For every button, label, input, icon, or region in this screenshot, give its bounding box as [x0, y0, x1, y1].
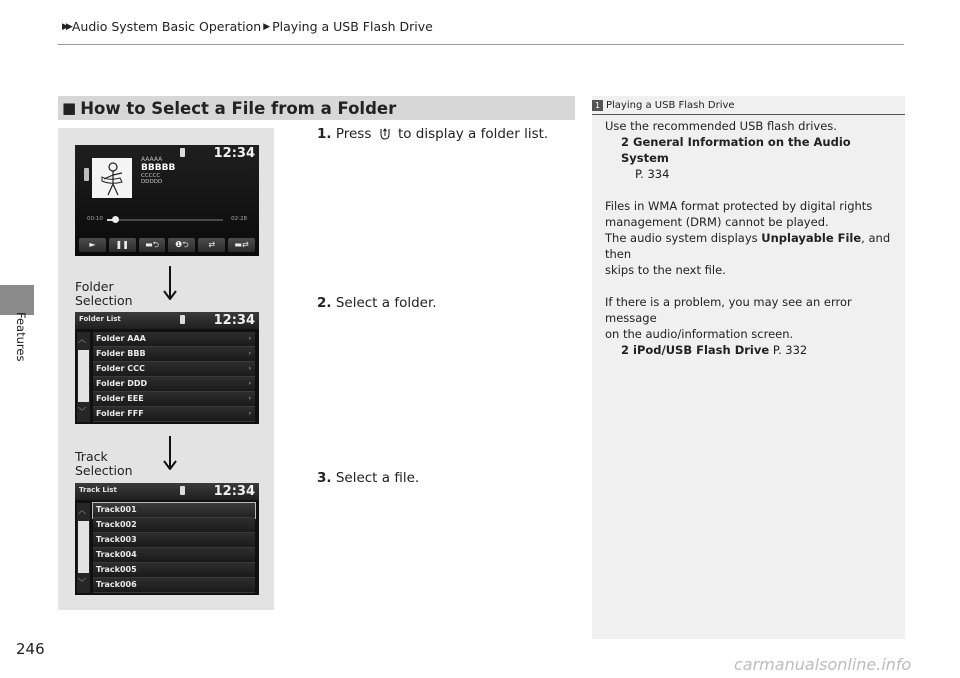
track-name: Track001 — [96, 505, 137, 514]
breadcrumb — [62, 19, 433, 34]
step-text: to display a folder list. — [397, 126, 549, 142]
list-scrollbar[interactable] — [77, 503, 90, 593]
note-text: The audio system displays — [605, 231, 758, 245]
screen-header — [75, 312, 259, 329]
track-metadata — [141, 156, 175, 185]
section-marker-icon: ■ — [62, 99, 77, 117]
callout-line: Folder — [75, 279, 114, 294]
note-body — [605, 118, 897, 358]
track-item[interactable] — [93, 578, 255, 593]
playback-controls — [79, 238, 255, 252]
callout-line: Selection — [75, 293, 133, 308]
step-1 — [317, 126, 548, 142]
note-text: management (DRM) cannot be played. — [605, 215, 829, 229]
breadcrumb-item-usb[interactable]: Playing a USB Flash Drive — [272, 19, 433, 34]
track-item[interactable] — [93, 563, 255, 578]
chevron-right-icon: › — [248, 395, 251, 402]
screen-title: Track List — [79, 486, 117, 494]
folder-name: Folder CCC — [96, 364, 145, 373]
track-name: Track006 — [96, 580, 137, 589]
note-text: Files in WMA format protected by digital rights — [605, 199, 873, 213]
chapter-tab — [0, 285, 34, 315]
track-name: Track003 — [96, 535, 137, 544]
phone-icon — [84, 168, 89, 181]
scroll-up-icon[interactable]: ︿ — [78, 335, 86, 344]
progress-handle[interactable] — [112, 216, 119, 223]
reference-icon: 2 — [621, 135, 630, 149]
callout-line: Selection — [75, 463, 133, 478]
clock: 12:34 — [213, 146, 255, 161]
track-item[interactable] — [93, 533, 255, 548]
emphasis-text: Unplayable File — [761, 231, 862, 245]
folder-item[interactable] — [93, 392, 255, 407]
breadcrumb-arrow-icon: ▶▶ — [62, 21, 70, 32]
album-label: CCCCC — [141, 173, 161, 179]
home-button-icon — [378, 127, 392, 141]
folder-name: Folder EEE — [96, 394, 144, 403]
folder-item[interactable] — [93, 407, 255, 422]
chevron-right-icon: › — [248, 380, 251, 387]
reference-page: P. 334 — [635, 167, 670, 181]
shuffle-folder-button[interactable]: ▬⇄ — [228, 238, 255, 252]
folder-name: Folder BBB — [96, 349, 146, 358]
chapter-label: Features — [14, 312, 28, 362]
chevron-right-icon: › — [248, 365, 251, 372]
screen-header — [75, 483, 259, 500]
scroll-down-icon[interactable]: ﹀ — [78, 407, 86, 416]
progress-track — [107, 219, 223, 221]
callout-folder-selection — [75, 280, 133, 308]
step-number: 1. — [317, 126, 332, 142]
track-item[interactable] — [93, 518, 255, 533]
track-name: Track002 — [96, 520, 137, 529]
note-text: Use the recommended USB flash drives. — [605, 119, 837, 133]
note-text — [605, 230, 897, 262]
track-name: Track005 — [96, 565, 137, 574]
note-marker-icon: 1 — [592, 100, 603, 111]
elapsed-time: 00:10 — [87, 216, 103, 222]
genre-label: DDDDD — [141, 179, 163, 185]
repeat-one-button[interactable]: ❶⮌ — [168, 238, 195, 252]
shuffle-button[interactable]: ⇄ — [198, 238, 225, 252]
cross-reference[interactable] — [605, 342, 897, 358]
album-art-image — [92, 158, 132, 198]
breadcrumb-arrow-icon: ▶ — [263, 21, 271, 32]
note-text: , and then — [605, 231, 891, 261]
track-list-screen — [75, 483, 259, 595]
reference-icon: 2 — [621, 343, 630, 357]
usb-icon — [180, 148, 185, 157]
header-divider — [58, 44, 904, 45]
screen-title: Folder List — [79, 315, 121, 323]
usb-icon — [180, 315, 185, 324]
now-playing-screen — [75, 145, 259, 256]
track-item[interactable] — [93, 548, 255, 563]
folder-item[interactable] — [93, 377, 255, 392]
reference-title[interactable]: General Information on the Audio System — [621, 135, 851, 165]
clock: 12:34 — [213, 484, 255, 499]
chevron-right-icon: › — [248, 335, 251, 342]
watermark: carmanualsonline.info — [734, 655, 912, 674]
down-arrow-icon — [163, 266, 177, 300]
note-header — [592, 96, 905, 115]
folder-item[interactable] — [93, 332, 255, 347]
page-number: 246 — [16, 640, 45, 658]
reference-title[interactable]: iPod/USB Flash Drive — [633, 343, 770, 357]
step-text: Select a folder. — [335, 295, 437, 311]
usb-icon — [180, 486, 185, 495]
title-label: BBBBB — [141, 163, 176, 173]
folder-item[interactable] — [93, 362, 255, 377]
folder-item[interactable] — [93, 347, 255, 362]
scroll-up-icon[interactable]: ︿ — [78, 506, 86, 515]
down-arrow-icon — [163, 436, 177, 470]
artist-label: AAAAA — [141, 156, 163, 163]
breadcrumb-item-audio-system[interactable]: Audio System Basic Operation — [71, 19, 262, 34]
progress-bar[interactable] — [87, 214, 247, 226]
folder-name: Folder FFF — [96, 409, 144, 418]
step-text: Select a file. — [335, 470, 420, 486]
folder-list-screen — [75, 312, 259, 424]
play-button[interactable]: ► — [79, 238, 106, 252]
scroll-thumb[interactable] — [78, 350, 89, 402]
step-number: 3. — [317, 470, 332, 486]
step-number: 2. — [317, 295, 332, 311]
step-3 — [317, 470, 419, 486]
cross-reference[interactable] — [605, 134, 897, 166]
repeat-folder-button[interactable]: ▬⮌ — [139, 238, 166, 252]
clock: 12:34 — [213, 313, 255, 328]
pause-button[interactable]: ❚❚ — [109, 238, 136, 252]
list-scrollbar[interactable] — [77, 332, 90, 422]
note-text: skips to the next file. — [605, 263, 726, 277]
note-title: Playing a USB Flash Drive — [606, 99, 735, 111]
track-item[interactable] — [93, 503, 255, 518]
chevron-right-icon: › — [248, 350, 251, 357]
scroll-down-icon[interactable]: ﹀ — [78, 578, 86, 587]
folder-name: Folder AAA — [96, 334, 146, 343]
step-text: Press — [335, 126, 372, 142]
reference-page: P. 332 — [772, 343, 808, 357]
track-name: Track004 — [96, 550, 137, 559]
callout-line: Track — [75, 449, 108, 464]
section-header — [58, 96, 575, 120]
note-text: on the audio/information screen. — [605, 327, 794, 341]
step-2 — [317, 295, 437, 311]
chevron-right-icon: › — [248, 410, 251, 417]
total-time: 02:28 — [231, 216, 247, 222]
section-title: How to Select a File from a Folder — [80, 98, 397, 118]
folder-name: Folder DDD — [96, 379, 148, 388]
callout-track-selection — [75, 450, 133, 478]
note-text: If there is a problem, you may see an error message — [605, 295, 852, 325]
scroll-thumb[interactable] — [78, 521, 89, 573]
